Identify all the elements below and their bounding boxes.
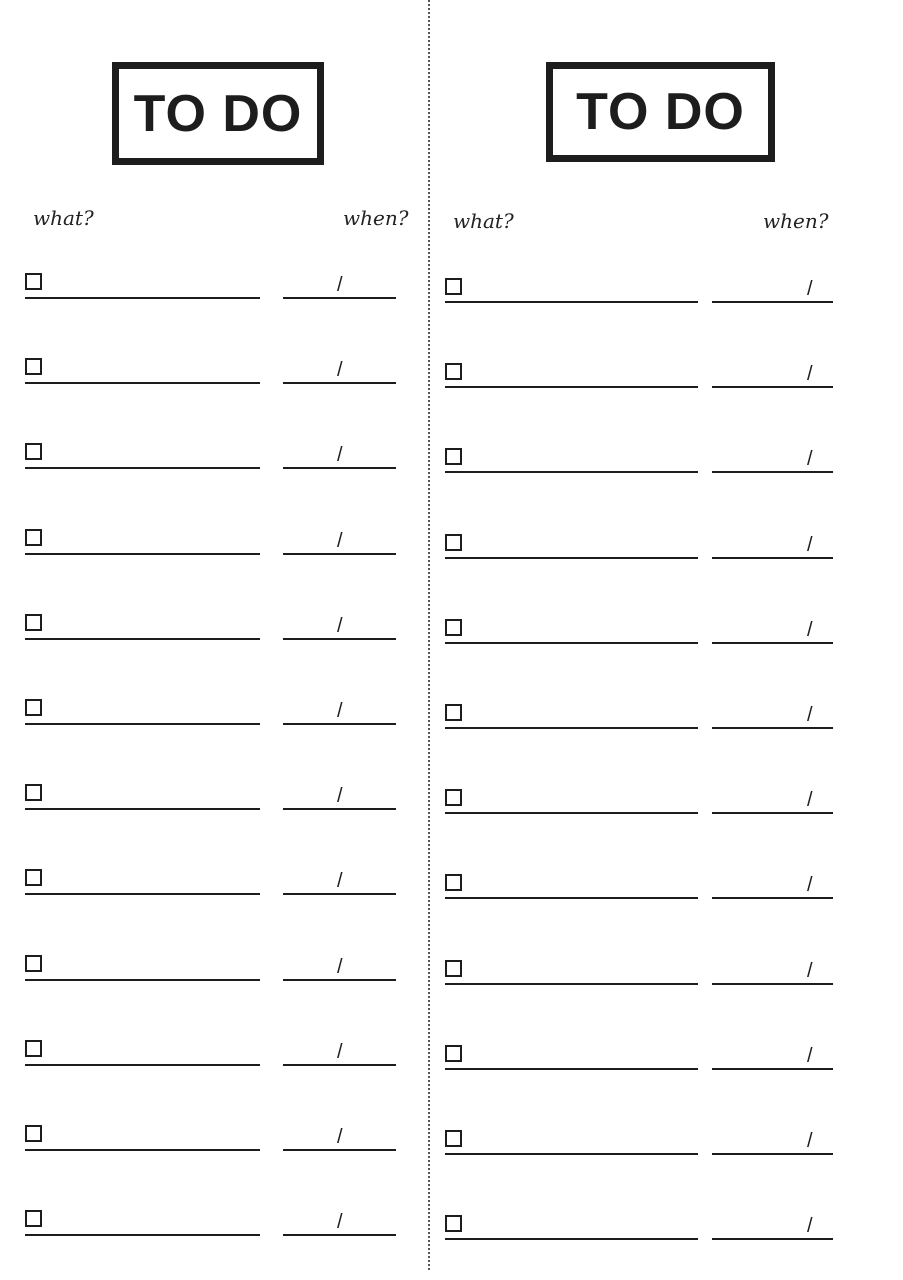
- date-separator: /: [807, 1130, 813, 1152]
- task-checkbox[interactable]: [25, 784, 42, 801]
- task-when-line[interactable]: [283, 467, 396, 469]
- task-checkbox[interactable]: [25, 1040, 42, 1057]
- todo-row: [25, 869, 396, 899]
- date-separator: /: [807, 448, 813, 470]
- date-separator: /: [807, 1045, 813, 1067]
- what-column-header: what?: [33, 206, 94, 230]
- task-checkbox[interactable]: [445, 363, 462, 380]
- task-what-line[interactable]: [25, 553, 260, 555]
- task-when-line[interactable]: [712, 1068, 833, 1070]
- todo-title: TO DO: [576, 83, 745, 141]
- todo-row: [445, 1215, 833, 1245]
- task-what-line[interactable]: [25, 808, 260, 810]
- task-checkbox[interactable]: [445, 1215, 462, 1232]
- task-checkbox[interactable]: [445, 789, 462, 806]
- todo-row: [25, 1210, 396, 1240]
- todo-row: [445, 534, 833, 564]
- date-separator: /: [337, 444, 343, 466]
- task-checkbox[interactable]: [445, 278, 462, 295]
- todo-row: [25, 358, 396, 388]
- date-separator: /: [337, 785, 343, 807]
- task-what-line[interactable]: [25, 1234, 260, 1236]
- date-separator: /: [807, 1215, 813, 1237]
- task-when-line[interactable]: [712, 1153, 833, 1155]
- task-checkbox[interactable]: [445, 704, 462, 721]
- date-separator: /: [807, 278, 813, 300]
- task-checkbox[interactable]: [445, 1130, 462, 1147]
- task-when-line[interactable]: [283, 297, 396, 299]
- todo-row: [25, 273, 396, 303]
- date-separator: /: [807, 534, 813, 556]
- task-when-line[interactable]: [283, 1149, 396, 1151]
- task-when-line[interactable]: [283, 979, 396, 981]
- todo-row: [25, 529, 396, 559]
- todo-row: [25, 784, 396, 814]
- when-column-header: when?: [763, 209, 829, 233]
- task-checkbox[interactable]: [445, 448, 462, 465]
- todo-row: [445, 1045, 833, 1075]
- date-separator: /: [807, 960, 813, 982]
- todo-row: [25, 955, 396, 985]
- task-what-line[interactable]: [25, 297, 260, 299]
- task-what-line[interactable]: [445, 897, 698, 899]
- date-separator: /: [807, 619, 813, 641]
- task-when-line[interactable]: [712, 727, 833, 729]
- task-when-line[interactable]: [283, 1064, 396, 1066]
- task-what-line[interactable]: [445, 386, 698, 388]
- task-what-line[interactable]: [445, 471, 698, 473]
- todo-row: [25, 1040, 396, 1070]
- task-checkbox[interactable]: [25, 273, 42, 290]
- task-what-line[interactable]: [25, 1064, 260, 1066]
- date-separator: /: [337, 870, 343, 892]
- date-separator: /: [337, 1211, 343, 1233]
- task-when-line[interactable]: [712, 471, 833, 473]
- task-when-line[interactable]: [712, 1238, 833, 1240]
- task-what-line[interactable]: [25, 1149, 260, 1151]
- task-what-line[interactable]: [25, 638, 260, 640]
- todo-row: [25, 699, 396, 729]
- date-separator: /: [337, 359, 343, 381]
- date-separator: /: [807, 704, 813, 726]
- todo-row: [445, 1130, 833, 1160]
- todo-row: [25, 1125, 396, 1155]
- todo-row: [445, 874, 833, 904]
- todo-row: [445, 960, 833, 990]
- todo-title-box: [546, 62, 775, 162]
- task-when-line[interactable]: [712, 983, 833, 985]
- todo-row: [445, 363, 833, 393]
- date-separator: /: [807, 363, 813, 385]
- todo-title-box: [112, 62, 324, 165]
- task-checkbox[interactable]: [25, 529, 42, 546]
- task-checkbox[interactable]: [25, 358, 42, 375]
- task-what-line[interactable]: [25, 723, 260, 725]
- date-separator: /: [807, 789, 813, 811]
- todo-title: TO DO: [133, 84, 303, 143]
- task-checkbox[interactable]: [25, 699, 42, 716]
- task-checkbox[interactable]: [25, 869, 42, 886]
- todo-row: [25, 443, 396, 473]
- todo-row: [25, 614, 396, 644]
- task-what-line[interactable]: [25, 979, 260, 981]
- task-when-line[interactable]: [712, 557, 833, 559]
- task-when-line[interactable]: [712, 642, 833, 644]
- task-what-line[interactable]: [445, 557, 698, 559]
- task-what-line[interactable]: [445, 812, 698, 814]
- task-what-line[interactable]: [445, 1153, 698, 1155]
- task-checkbox[interactable]: [445, 1045, 462, 1062]
- date-separator: /: [337, 274, 343, 296]
- todo-row: [445, 789, 833, 819]
- task-what-line[interactable]: [25, 382, 260, 384]
- task-checkbox[interactable]: [25, 1210, 42, 1227]
- task-checkbox[interactable]: [25, 614, 42, 631]
- task-what-line[interactable]: [445, 983, 698, 985]
- task-when-line[interactable]: [712, 812, 833, 814]
- task-when-line[interactable]: [712, 301, 833, 303]
- when-column-header: when?: [343, 206, 409, 230]
- task-checkbox[interactable]: [445, 960, 462, 977]
- task-what-line[interactable]: [25, 893, 260, 895]
- task-when-line[interactable]: [283, 808, 396, 810]
- task-when-line[interactable]: [283, 553, 396, 555]
- task-what-line[interactable]: [25, 467, 260, 469]
- task-when-line[interactable]: [283, 638, 396, 640]
- cut-line-divider: [428, 0, 430, 1270]
- todo-row: [445, 704, 833, 734]
- date-separator: /: [337, 615, 343, 637]
- date-separator: /: [337, 956, 343, 978]
- task-checkbox[interactable]: [445, 619, 462, 636]
- task-what-line[interactable]: [445, 1238, 698, 1240]
- date-separator: /: [337, 700, 343, 722]
- date-separator: /: [337, 1041, 343, 1063]
- what-column-header: what?: [453, 209, 514, 233]
- task-when-line[interactable]: [712, 386, 833, 388]
- task-what-line[interactable]: [445, 727, 698, 729]
- task-when-line[interactable]: [283, 382, 396, 384]
- task-checkbox[interactable]: [445, 874, 462, 891]
- task-when-line[interactable]: [712, 897, 833, 899]
- todo-row: [445, 619, 833, 649]
- task-what-line[interactable]: [445, 642, 698, 644]
- task-checkbox[interactable]: [445, 534, 462, 551]
- task-checkbox[interactable]: [25, 955, 42, 972]
- todo-row: [445, 278, 833, 308]
- date-separator: /: [337, 530, 343, 552]
- task-when-line[interactable]: [283, 893, 396, 895]
- todo-row: [445, 448, 833, 478]
- date-separator: /: [807, 874, 813, 896]
- task-checkbox[interactable]: [25, 443, 42, 460]
- task-when-line[interactable]: [283, 1234, 396, 1236]
- date-separator: /: [337, 1126, 343, 1148]
- task-what-line[interactable]: [445, 301, 698, 303]
- task-what-line[interactable]: [445, 1068, 698, 1070]
- task-when-line[interactable]: [283, 723, 396, 725]
- task-checkbox[interactable]: [25, 1125, 42, 1142]
